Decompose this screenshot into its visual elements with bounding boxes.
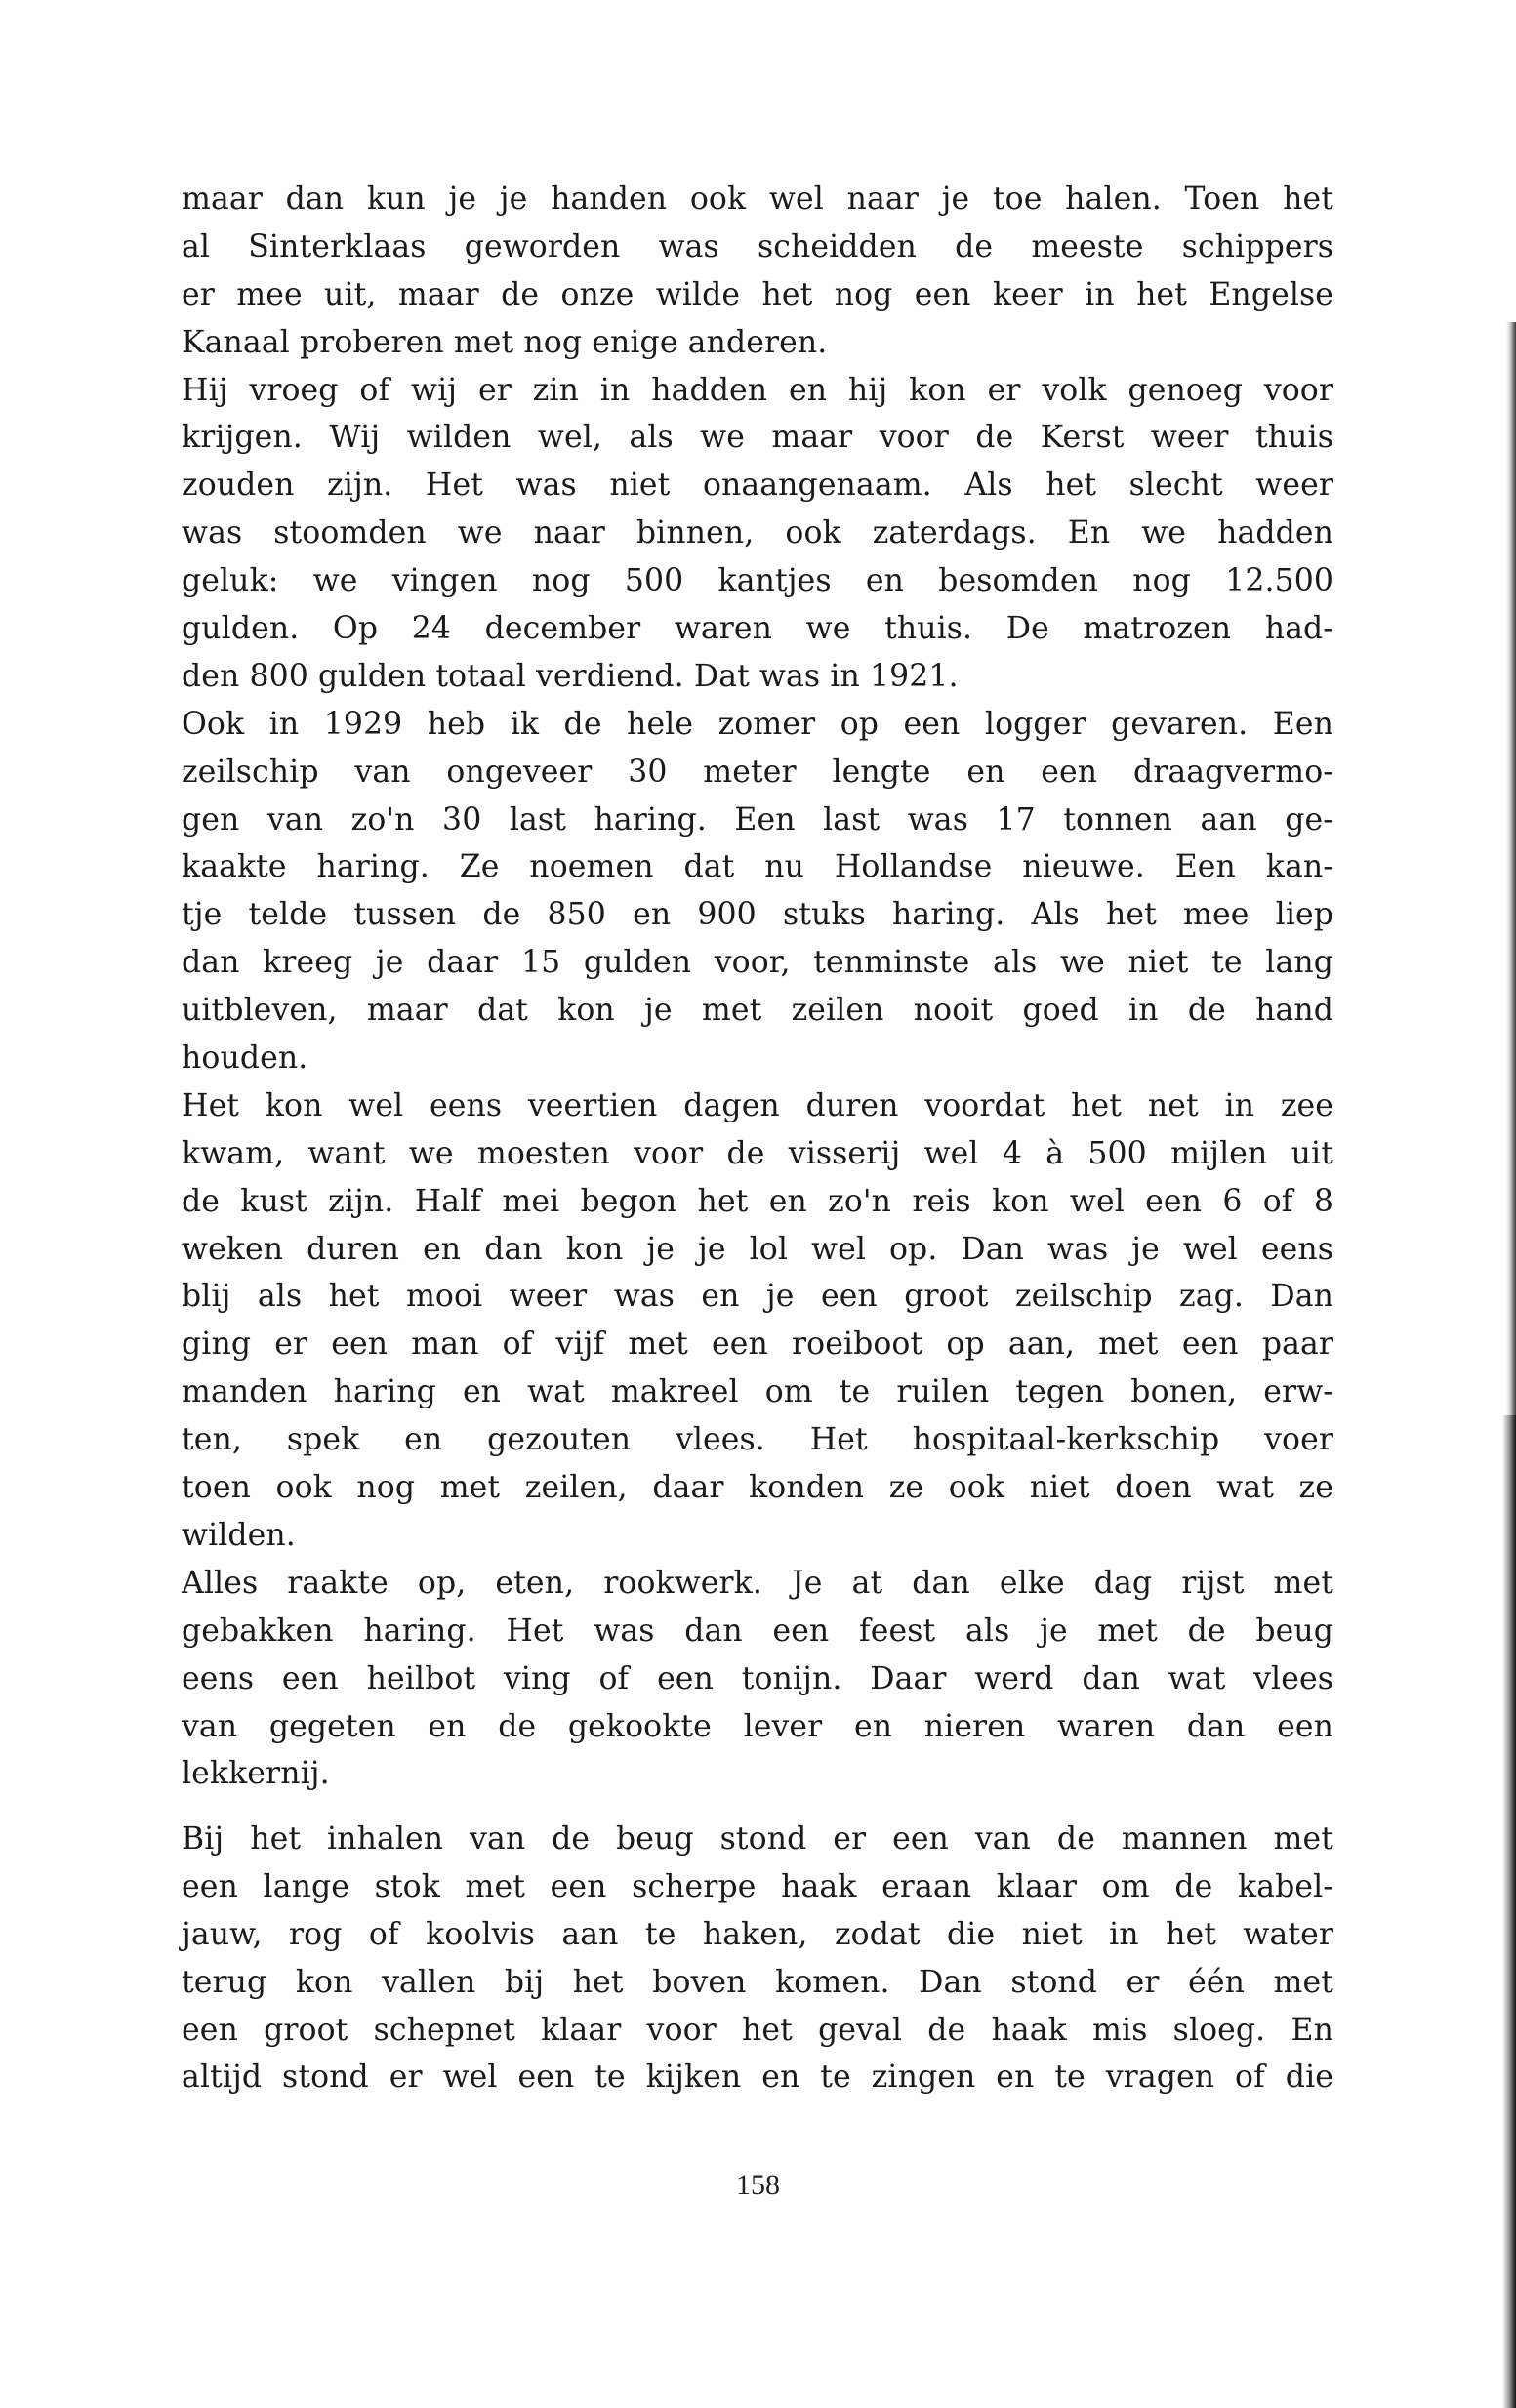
text-line: zouden zijn. Het was niet onaangenaam. Als het slecht weer — [182, 468, 1333, 504]
text-line: altijd stond er wel een te kijken en te zingen en te vragen of die — [182, 2060, 1333, 2096]
text-line: gulden. Op 24 december waren we thuis. De matrozen had- — [182, 611, 1333, 647]
scan-edge-shadow-lower — [1502, 1415, 1516, 2408]
text-line: kwam, want we moesten voor de visserij wel 4 à 500 mijlen uit — [182, 1135, 1333, 1171]
text-line: gen van zo'n 30 last haring. Een last was 17 tonnen aan ge- — [182, 801, 1333, 837]
text-line: ging er een man of vijf met een roeiboot op aan, met een paar — [182, 1326, 1333, 1363]
text-line: kaakte haring. Ze noemen dat nu Hollandse nieuwe. Een kan- — [182, 849, 1333, 885]
text-line: manden haring en wat makreel om te ruilen tegen bonen, erw- — [182, 1374, 1333, 1410]
text-line: al Sinterklaas geworden was scheidden de meeste schippers — [182, 228, 1333, 265]
text-line: zeilschip van ongeveer 30 meter lengte en een draagvermo- — [182, 754, 1333, 790]
page-number: 158 — [736, 2169, 780, 2201]
text-line: er mee uit, maar de onze wilde het nog een keer in het Engelse — [182, 276, 1333, 312]
body-text-upper — [182, 176, 1333, 1798]
text-line: een lange stok met een scherpe haak eraan klaar om de kabel- — [182, 1868, 1333, 1904]
text-line: ten, spek en gezouten vlees. Het hospitaal-kerkschip voer — [182, 1422, 1333, 1458]
text-line: gebakken haring. Het was dan een feest als je met de beug — [182, 1612, 1333, 1649]
text-line: wilden. — [182, 1517, 296, 1553]
text-line: jauw, rog of koolvis aan te haken, zodat die niet in het water — [182, 1916, 1333, 1952]
text-line: Ook in 1929 heb ik de hele zomer op een logger gevaren. Een — [182, 706, 1333, 742]
text-line: Het kon wel eens veertien dagen duren voordat het net in zee — [182, 1087, 1333, 1123]
text-line: eens een heilbot ving of een tonijn. Daar werd dan wat vlees — [182, 1660, 1333, 1696]
text-line: Hij vroeg of wij er zin in hadden en hij kon er volk genoeg voor — [182, 372, 1333, 408]
text-line: terug kon vallen bij het boven komen. Dan stond er één met — [182, 1964, 1333, 2000]
text-line: weken duren en dan kon je je lol wel op. Dan was je wel eens — [182, 1231, 1333, 1267]
text-line: de kust zijn. Half mei begon het en zo'n reis kon wel een 6 of 8 — [182, 1183, 1333, 1219]
text-line: een groot schepnet klaar voor het geval de haak mis sloeg. En — [182, 2012, 1333, 2048]
text-line: den 800 gulden totaal verdiend. Dat was in 1921. — [182, 658, 959, 694]
text-line: blij als het mooi weer was en je een groot zeilschip zag. Dan — [182, 1279, 1333, 1315]
text-line: Kanaal proberen met nog enige anderen. — [182, 324, 828, 360]
text-line: tje telde tussen de 850 en 900 stuks haring. Als het mee liep — [182, 897, 1333, 933]
text-line: houden. — [182, 1041, 308, 1077]
text-line: was stoomden we naar binnen, ook zaterdags. En we hadden — [182, 515, 1333, 551]
text-line: krijgen. Wij wilden wel, als we maar voor de Kerst weer thuis — [182, 420, 1333, 456]
text-line: geluk: we vingen nog 500 kantjes en besomden nog 12.500 — [182, 563, 1333, 599]
text-line: toen ook nog met zeilen, daar konden ze ook niet doen wat ze — [182, 1470, 1333, 1506]
text-line: uitbleven, maar dat kon je met zeilen nooit goed in de hand — [182, 993, 1333, 1029]
text-line: van gegeten en de gekookte lever en nieren waren dan een — [182, 1708, 1333, 1744]
text-line: lekkernij. — [182, 1756, 330, 1792]
text-line: dan kreeg je daar 15 gulden voor, tenminste als we niet te lang — [182, 945, 1333, 981]
text-line: maar dan kun je je handen ook wel naar je toe halen. Toen het — [182, 182, 1333, 217]
text-line: Bij het inhalen van de beug stond er een van de mannen met — [182, 1821, 1333, 1857]
body-text-lower — [182, 1816, 1333, 2102]
text-line: Alles raakte op, eten, rookwerk. Je at dan elke dag rijst met — [182, 1565, 1333, 1601]
